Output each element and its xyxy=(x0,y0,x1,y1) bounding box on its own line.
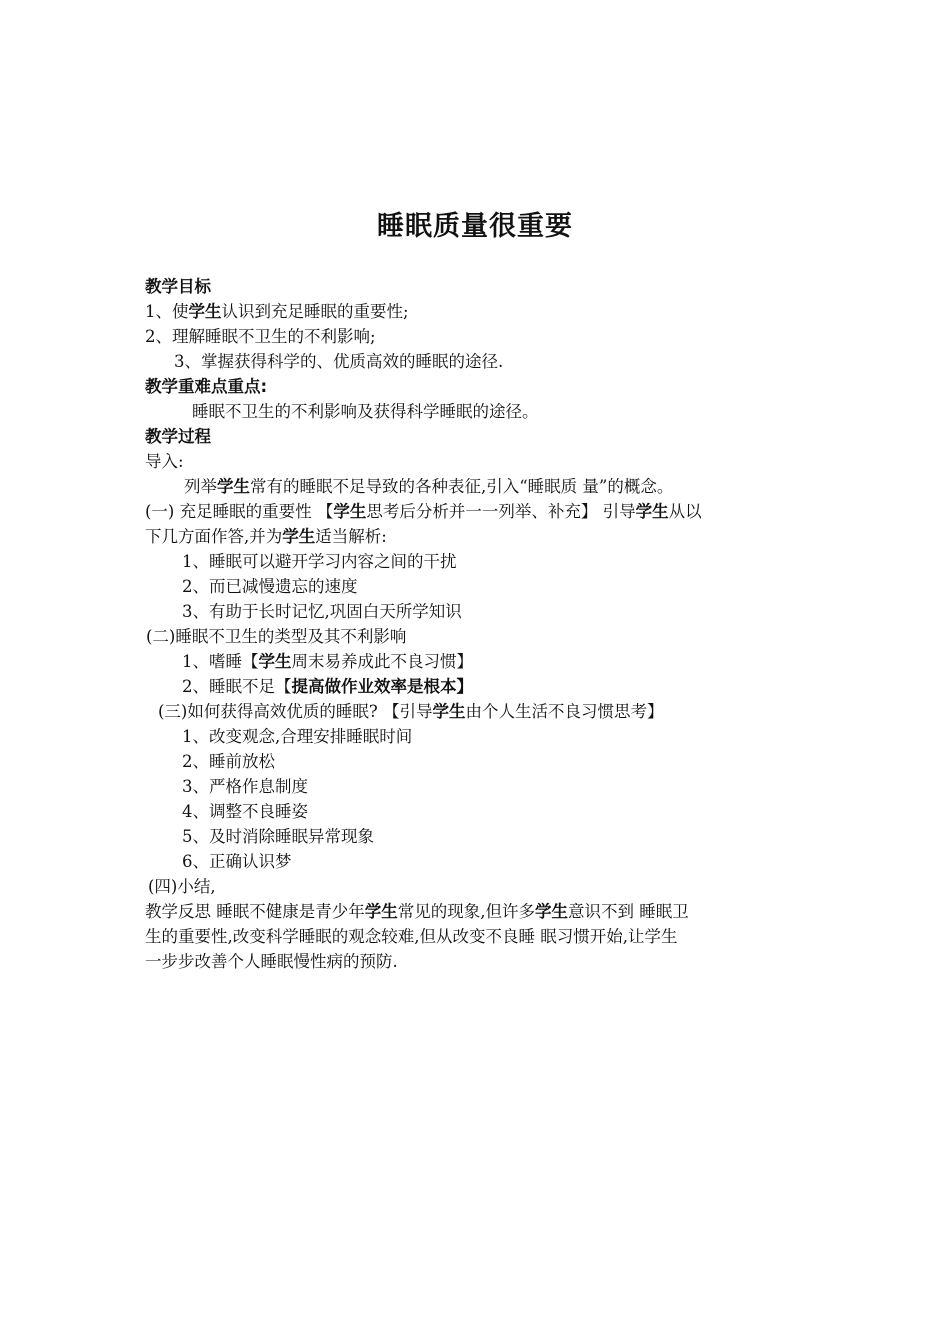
objective-item-1: 1、使学生认识到充足睡眠的重要性; xyxy=(145,302,409,321)
section-2-heading: (二)睡眠不卫生的类型及其不利影响 xyxy=(146,627,407,646)
key-points-heading: 教学重难点重点: xyxy=(145,377,268,396)
section-3-item-5: 5、及时消除睡眠异常现象 xyxy=(182,827,374,846)
section-3-item-4: 4、调整不良睡姿 xyxy=(182,802,308,821)
section-3-item-1: 1、改变观念,合理安排睡眠时间 xyxy=(182,727,413,746)
section-1-line-1: (一) 充足睡眠的重要性 【学生思考后分析并一一列举、补充】 引导学生从以 xyxy=(145,502,702,521)
process-heading: 教学过程 xyxy=(145,427,211,446)
section-3-item-2: 2、睡前放松 xyxy=(182,752,275,771)
reflection-line-1: 教学反思 睡眠不健康是青少年学生常见的现象,但许多学生意识不到 睡眠卫 xyxy=(145,902,689,921)
document-title: 睡眠质量很重要 xyxy=(377,211,573,242)
section-2-item-2: 2、睡眠不足【提高做作业效率是根本】 xyxy=(182,677,473,696)
objective-item-3: 3、掌握获得科学的、优质高效的睡眠的途径. xyxy=(174,352,504,371)
section-3-item-6: 6、正确认识梦 xyxy=(182,852,292,871)
section-2-item-1: 1、嗜睡【学生周末易养成此不良习惯】 xyxy=(182,652,473,671)
objectives-heading: 教学目标 xyxy=(145,277,211,296)
reflection-line-2: 生的重要性,改变科学睡眠的观念较难,但从改变不良睡 眠习惯开始,让学生 xyxy=(145,927,678,946)
section-3-item-3: 3、严格作息制度 xyxy=(182,777,308,796)
section-1-line-2: 下几方面作答,并为学生适当解析: xyxy=(145,527,387,546)
objective-item-2: 2、理解睡眠不卫生的不利影响; xyxy=(145,327,376,346)
intro-label: 导入: xyxy=(145,452,184,471)
section-3-heading: (三)如何获得高效优质的睡眠? 【引导学生由个人生活不良习惯思考】 xyxy=(158,702,664,721)
section-1-item-3: 3、有助于长时记忆,巩固白天所学知识 xyxy=(182,602,462,621)
reflection-line-3: 一步步改善个人睡眠慢性病的预防. xyxy=(145,952,398,971)
intro-text: 列举学生常有的睡眠不足导致的各种表征,引入“睡眠质 量”的概念。 xyxy=(184,477,674,496)
key-points-text: 睡眠不卫生的不利影响及获得科学睡眠的途径。 xyxy=(192,402,539,421)
section-4-heading: (四)小结, xyxy=(148,877,216,896)
section-1-item-2: 2、而已减慢遗忘的速度 xyxy=(182,577,358,596)
section-1-item-1: 1、睡眠可以避开学习内容之间的干扰 xyxy=(182,552,457,571)
